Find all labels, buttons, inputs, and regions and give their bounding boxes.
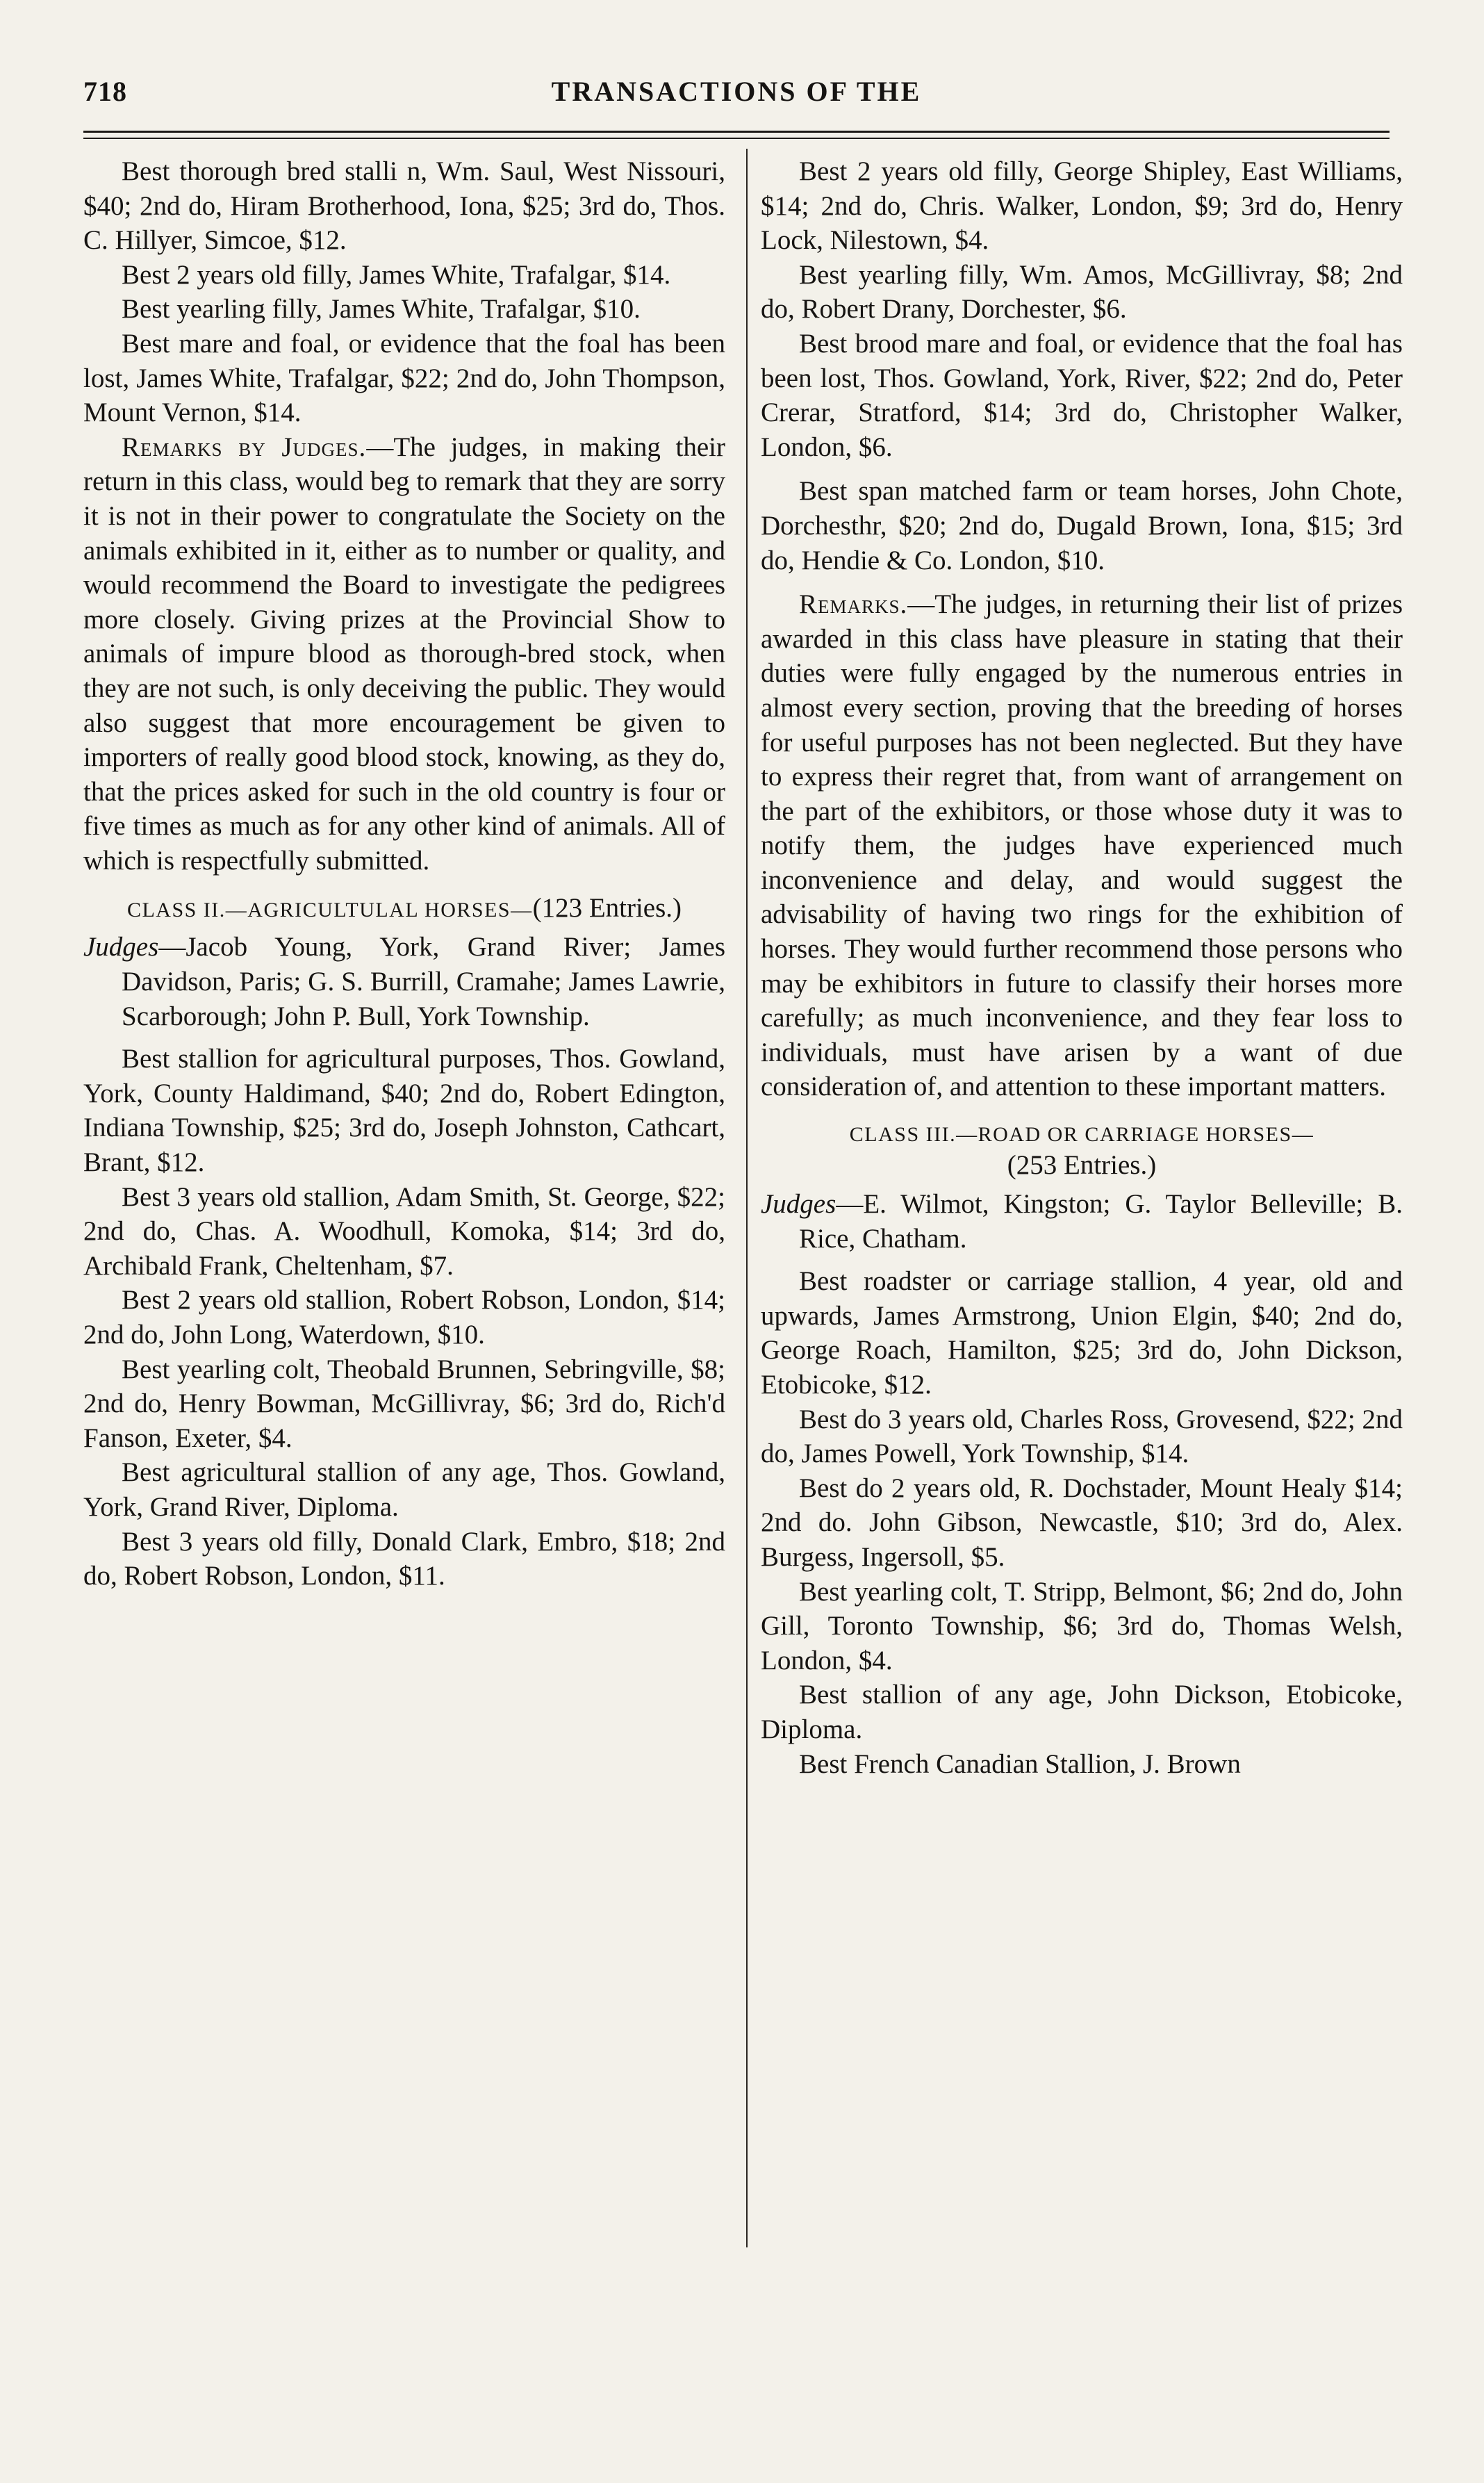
class-heading	[83, 893, 725, 926]
remarks-label: Remarks by Judges.	[122, 432, 367, 462]
paragraph: Best yearling filly, James White, Trafalgar, $10.	[122, 294, 641, 325]
running-head: TRANSACTIONS OF THE	[551, 76, 922, 107]
remarks-paragraph	[761, 587, 1403, 1104]
header-rule-top	[83, 131, 1390, 133]
header-rule-bottom	[83, 138, 1390, 139]
column-divider	[746, 149, 748, 2247]
judges-text: —Jacob Young, York, Grand River; James Davidson, Paris; G. S. Burrill, Cramahe; James Lawrie, Scarborough; John P. Bull, York Township.	[122, 932, 725, 1031]
judges-paragraph	[83, 930, 725, 1033]
paragraph: Best mare and foal, or evidence that the foal has been lost, James White, Trafalgar, $22; 2nd do, John Thompson, Mount Vernon, $14.	[83, 328, 725, 428]
paragraph: Best agricultural stallion of any age, Thos. Gowland, York, Grand River, Diploma.	[83, 1457, 725, 1522]
judges-paragraph	[761, 1187, 1403, 1256]
paragraph: Best do 3 years old, Charles Ross, Grovesend, $22; 2nd do, James Powell, York Township, $14.	[761, 1404, 1403, 1469]
page-number: 718	[83, 76, 127, 107]
paragraph: Best span matched farm or team horses, John Chote, Dorchesthr, $20; 2nd do, Dugald Brown, Iona, $15; 3rd do, Hendie & Co. London, $10.	[761, 476, 1403, 575]
judges-label: Judges	[83, 932, 159, 962]
remarks-text: —The judges, in returning their list of prizes awarded in this class have pleasure in stating that their duties were fully engaged by the numerous entries in almost every section, proving that the breeding of horses for useful purposes has not been neglected. But they have to express their regret that, from want of arrangement on the part of the exhibitors, or those whose duty it was to notify them, the judges have experienced much inconvenience and delay, and would suggest the advisability of having two rings for the exhibition of horses. They would further recommend those persons who may be exhibitors in future to classify their horses more carefully; as much inconvenience, and they fear loss to individuals, must have arisen by a want of due consideration of, and attention to these important matters.	[761, 589, 1403, 1102]
class-entries: (253 Entries.)	[1007, 1150, 1157, 1181]
paragraph: Best brood mare and foal, or evidence that the foal has been lost, Thos. Gowland, York, River, $22; 2nd do, Peter Crerar, Stratford, $14; 3rd do, Christopher Walker, London, $6.	[761, 328, 1403, 462]
paragraph: Best 2 years old stallion, Robert Robson, London, $14; 2nd do, John Long, Waterdown, $10.	[83, 1285, 725, 1350]
class-heading	[761, 1120, 1403, 1183]
paragraph: Best yearling colt, Theobald Brunnen, Sebringville, $8; 2nd do, Henry Bowman, McGillivray, $6; 3rd do, Rich'd Fanson, Exeter, $4.	[83, 1354, 725, 1453]
class-title: CLASS III.—ROAD OR CARRIAGE HORSES—	[849, 1123, 1314, 1147]
judges-text: —E. Wilmot, Kingston; G. Taylor Belleville; B. Rice, Chatham.	[799, 1189, 1403, 1254]
paragraph: Best 3 years old stallion, Adam Smith, St. George, $22; 2nd do, Chas. A. Woodhull, Komoka, $14; 3rd do, Archibald Frank, Cheltenham, $7.	[83, 1181, 725, 1281]
judges-label: Judges	[761, 1189, 836, 1220]
right-column	[761, 154, 1403, 1781]
paragraph: Best do 2 years old, R. Dochstader, Mount Healy $14; 2nd do. John Gibson, Newcastle, $10; 3rd do, Alex. Burgess, Ingersoll, $5.	[761, 1473, 1403, 1572]
paragraph: Best thorough bred stalli n, Wm. Saul, West Nissouri, $40; 2nd do, Hiram Brotherhood, Iona, $25; 3rd do, Thos. C. Hillyer, Simcoe, $12.	[83, 156, 725, 256]
paragraph: Best yearling filly, Wm. Amos, McGillivray, $8; 2nd do, Robert Drany, Dorchester, $6.	[761, 259, 1403, 325]
paragraph: Best 3 years old filly, Donald Clark, Embro, $18; 2nd do, Robert Robson, London, $11.	[83, 1526, 725, 1591]
remarks-text: —The judges, in making their return in this class, would beg to remark that they are sorry it is not in their power to congratulate the Society on the animals exhibited in it, either as to number or quality, and would recommend the Board to investigate the pedigrees more closely. Giving prizes at the Provincial Show to animals of impure blood as thorough-bred stock, when they are not such, is only deceiving the public. They would also suggest that more encouragement be given to importers of really good blood stock, knowing, as they do, that the prices asked for such in the old country is four or five times as much as for any other kind of animals. All of which is respectfully submitted.	[83, 432, 725, 876]
paragraph: Best yearling colt, T. Stripp, Belmont, $6; 2nd do, John Gill, Toronto Township, $6; 3rd do, Thomas Welsh, London, $4.	[761, 1576, 1403, 1675]
paragraph: Best stallion for agricultural purposes, Thos. Gowland, York, County Haldimand, $40; 2nd do, Robert Edington, Indiana Township, $25; 3rd do, Joseph Johnston, Cathcart, Brant, $12.	[83, 1044, 725, 1178]
remarks-label: Remarks.	[799, 589, 908, 620]
left-column	[83, 154, 725, 1593]
paragraph: Best stallion of any age, John Dickson, Etobicoke, Diploma.	[761, 1680, 1403, 1744]
remarks-paragraph	[83, 430, 725, 878]
paragraph: Best 2 years old filly, George Shipley, East Williams, $14; 2nd do, Chris. Walker, London, $9; 3rd do, Henry Lock, Nilestown, $4.	[761, 156, 1403, 256]
class-title: CLASS II.—AGRICULTULAL HORSES—	[126, 899, 533, 922]
paragraph: Best roadster or carriage stallion, 4 year, old and upwards, James Armstrong, Union Elgin, $40; 2nd do, George Roach, Hamilton, $25; 3rd do, John Dickson, Etobicoke, $12.	[761, 1266, 1403, 1400]
paragraph: Best 2 years old filly, James White, Trafalgar, $14.	[122, 259, 671, 290]
class-entries: (123 Entries.)	[532, 893, 682, 924]
paragraph: Best French Canadian Stallion, J. Brown	[799, 1748, 1241, 1779]
page-header	[83, 75, 1390, 124]
